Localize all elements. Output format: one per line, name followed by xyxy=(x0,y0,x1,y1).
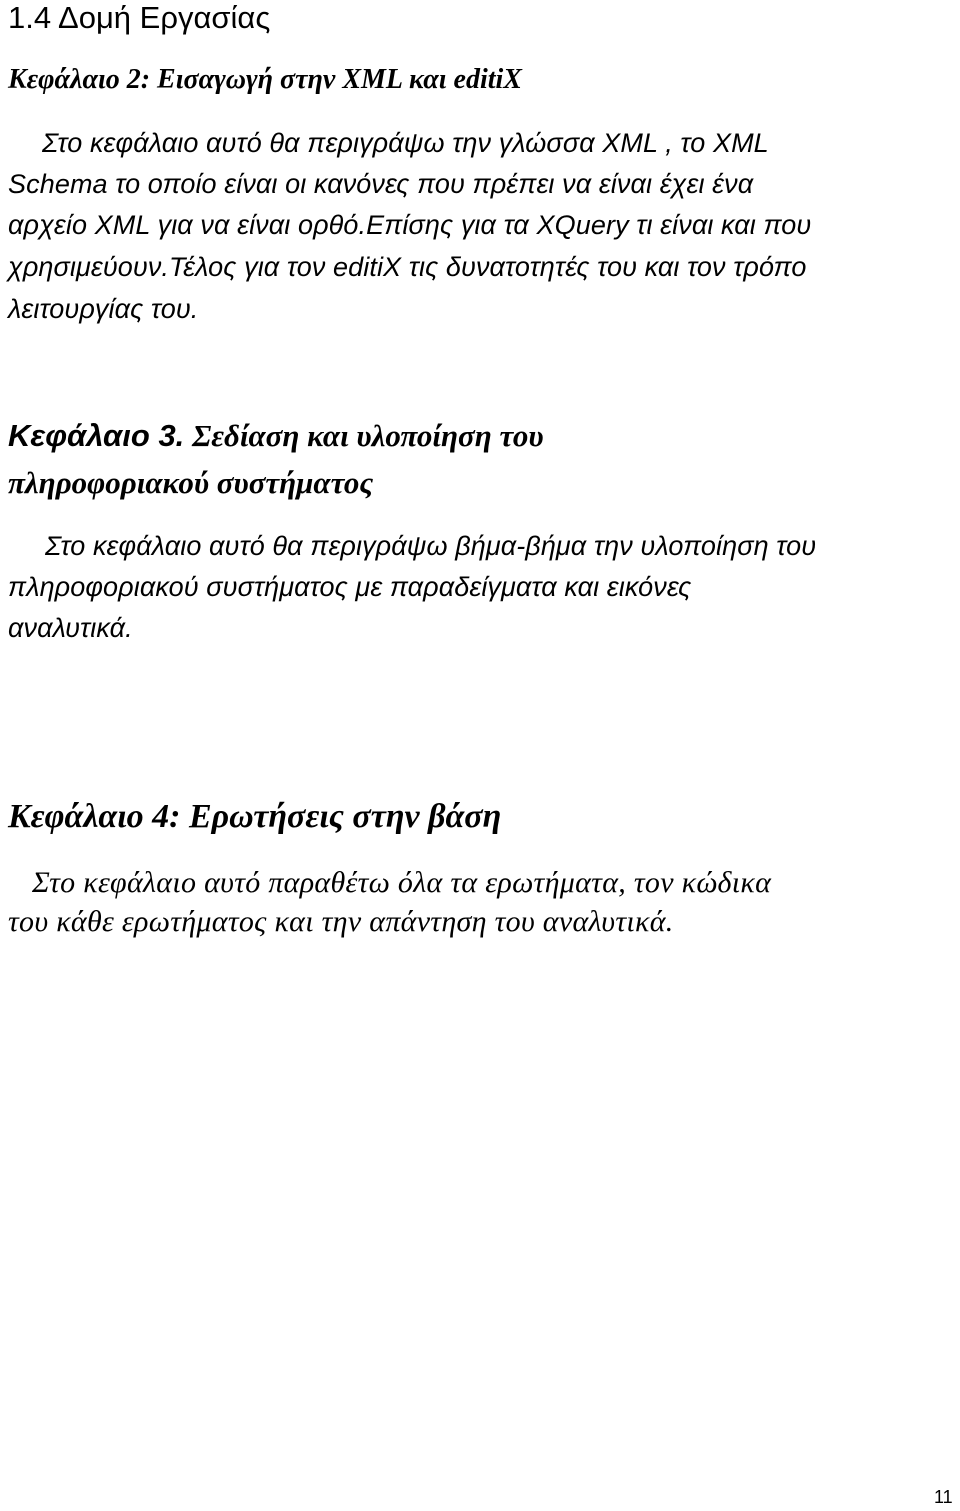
chapter-2-line: λειτουργίας του. xyxy=(8,294,199,324)
section-title: 1.4 Δομή Εργασίας xyxy=(8,0,271,35)
chapter-2-line: Στο κεφάλαιο αυτό θα περιγράψω την γλώσσα XML , το XML xyxy=(42,128,769,158)
chapter-4-line: του κάθε ερωτήματος και την απάντηση του αναλυτικά. xyxy=(8,905,674,938)
chapter-4-heading: Κεφάλαιο 4: Ερωτήσεις στην βάση xyxy=(8,798,502,835)
page-number: 11 xyxy=(934,1487,953,1507)
chapter-3-heading xyxy=(8,418,544,454)
chapter-2-line: χρησιμεύουν.Τέλος για τον editiX τις δυνατοτητές του και τον τρόπο xyxy=(8,252,807,282)
chapter-2-line: Schema το οποίο είναι οι κανόνες που πρέπει να είναι έχει ένα xyxy=(8,169,754,199)
chapter-2-heading: Κεφάλαιο 2: Εισαγωγή στην XML και editiX xyxy=(8,64,522,95)
chapter-2-line: αρχείο XML για να είναι ορθό.Επίσης για τα XQuery τι είναι και που xyxy=(8,210,812,240)
chapter-3-line: Στο κεφάλαιο αυτό θα περιγράψω βήμα-βήμα την υλοποίηση του xyxy=(45,531,817,561)
chapter-3-line: αναλυτικά. xyxy=(8,613,133,643)
chapter-3-heading-title: Σεδίαση και υλοποίηση του xyxy=(184,418,544,453)
chapter-3-heading-prefix: Κεφάλαιο 3. xyxy=(8,418,185,453)
chapter-4-line: Στο κεφάλαιο αυτό παραθέτω όλα τα ερωτήματα, τον κώδικα xyxy=(32,866,772,899)
chapter-3-heading-continued: πληροφοριακού συστήματος xyxy=(8,465,374,500)
chapter-3-line: πληροφοριακού συστήματος με παραδείγματα και εικόνες xyxy=(8,572,692,602)
